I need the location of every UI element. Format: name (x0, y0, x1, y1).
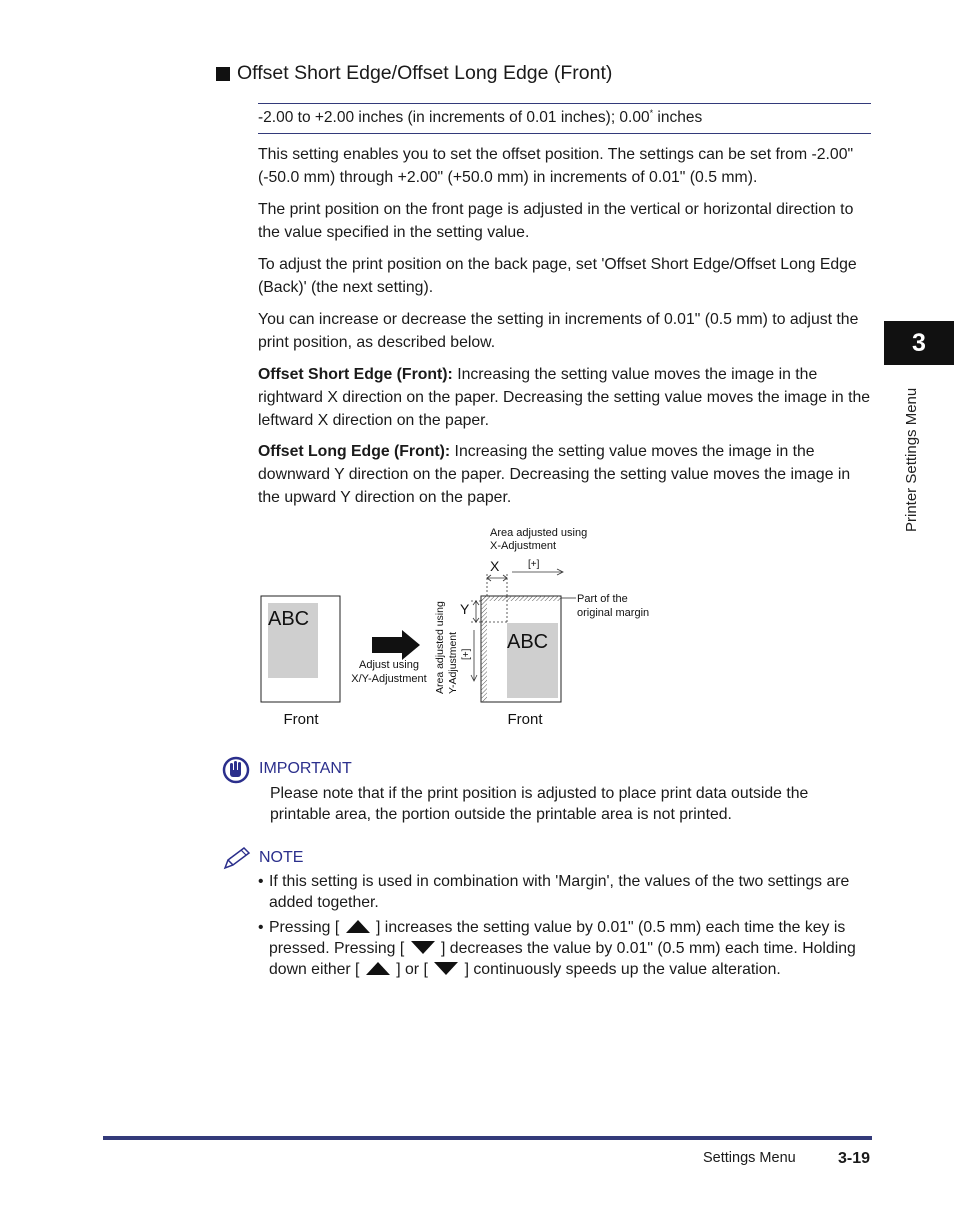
paragraph-short-edge: Offset Short Edge (Front): Increasing the setting value moves the image in the rightward X direction on the paper. Decreasing the setting value moves the image in the leftward X direction on the paper. (258, 366, 871, 429)
x-area-label-2: X-Adjustment (490, 540, 557, 552)
down-key-icon (411, 941, 435, 954)
right-caption: Front (507, 711, 543, 728)
y-area-label-1: Area adjusted using (434, 601, 446, 694)
arrow-label-1: Adjust using (359, 659, 419, 671)
range-text: -2.00 to +2.00 inches (in increments of 0.01 inches); 0.00* inches (258, 108, 703, 127)
chapter-title-vertical: Printer Settings Menu (903, 387, 920, 532)
up-key-icon (346, 920, 370, 933)
right-abc: ABC (507, 631, 549, 653)
left-abc: ABC (268, 608, 310, 630)
paragraph-3: To adjust the print position on the back page, set 'Offset Short Edge/Offset Long Edge (Back)' (the next setting). (258, 256, 857, 296)
note-pencil-icon (222, 846, 252, 872)
page-number: 3-19 (838, 1150, 871, 1167)
paragraph-1: This setting enables you to set the offset position. The settings can be set from -2.00" (-50.0 mm) through +2.00" (+50.0 mm) in increments of 0.01" (0.5 mm). (258, 146, 854, 186)
important-hand-icon (222, 756, 250, 784)
note-title: NOTE (259, 849, 304, 866)
y-area-label-2: Y-Adjustment (447, 631, 459, 694)
x-area-label-1: Area adjusted using (490, 527, 588, 539)
margin-label-2: original margin (577, 607, 650, 619)
y-letter: Y (460, 601, 470, 617)
left-caption: Front (283, 711, 319, 728)
paragraph-4: You can increase or decrease the setting in increments of 0.01" (0.5 mm) to adjust the print position, as described below. (258, 311, 859, 351)
important-title: IMPORTANT (259, 760, 352, 777)
y-plus: [+] (461, 648, 472, 660)
down-key-icon (434, 962, 458, 975)
chapter-tab: 3 (884, 321, 954, 365)
up-key-icon (366, 962, 390, 975)
paragraph-2: The print position on the front page is adjusted in the vertical or horizontal direction to the value specified in the setting value. (258, 201, 854, 241)
footer-section-label: Settings Menu (703, 1150, 796, 1166)
footer-rule (103, 1136, 872, 1140)
arrow-label-2: X/Y-Adjustment (351, 673, 427, 685)
x-letter: X (490, 558, 500, 574)
top-margin-hatch (481, 596, 561, 601)
note-list (258, 871, 873, 984)
adjust-arrow-icon (372, 630, 420, 660)
important-body: Please note that if the print position is adjusted to place print data outside the printable area, the portion outside the printable area is not printed. (270, 785, 809, 823)
x-plus: [+] (528, 559, 540, 570)
note-item-keys: • Pressing [ ] increases the setting value by 0.01" (0.5 mm) each time the key is pressed. Pressing [ ] decreases the value by 0.01" (0.5 mm) each time. Holding down either [ ] or [ ] continuously speeds up the value alteration. (258, 919, 856, 978)
left-margin-hatch (481, 596, 487, 702)
margin-label-1: Part of the (577, 593, 628, 605)
note-item-margin: • If this setting is used in combination with 'Margin', the values of the two settings are added together. (258, 873, 850, 911)
section-heading-text: Offset Short Edge/Offset Long Edge (Front) (237, 62, 613, 84)
paragraph-long-edge: Offset Long Edge (Front): Increasing the setting value moves the image in the downward Y direction on the paper. Decreasing the setting value moves the image in the upward Y direction on the paper. (258, 443, 851, 506)
